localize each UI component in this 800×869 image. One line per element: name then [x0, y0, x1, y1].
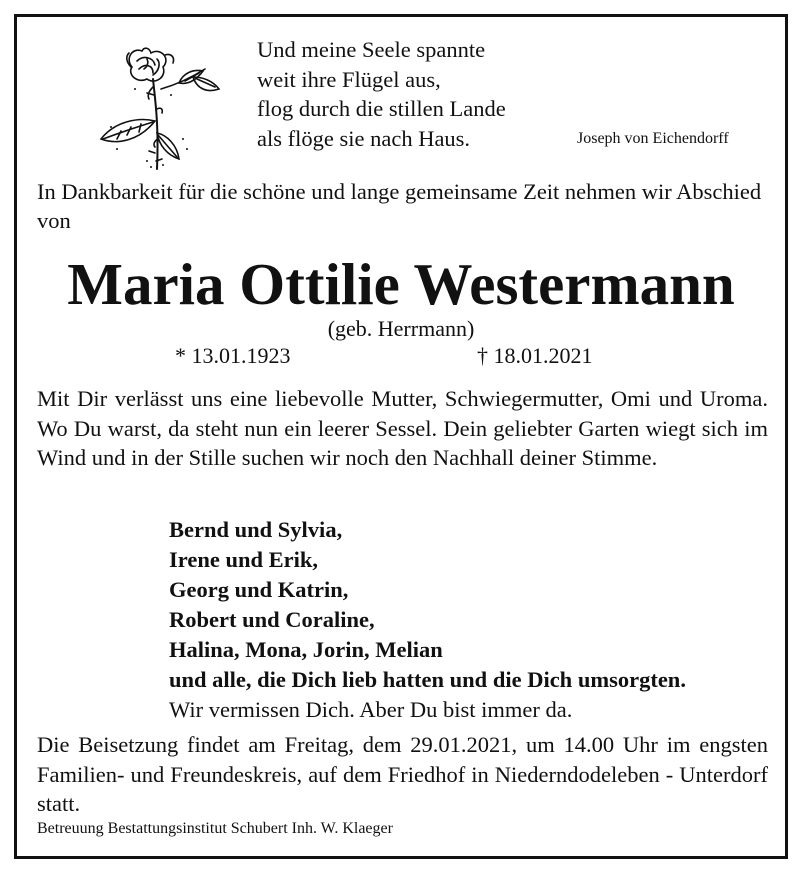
- memorial-text: Mit Dir verlässt uns eine liebevolle Mutter, Schwiegermutter, Omi und Uroma. Wo Du warst, da steht nun ein leerer Sessel. Dein geliebter Garten wiegt sich im Wind und in der Stille suchen wir noch den Nachhall deiner Stimme.: [37, 386, 768, 470]
- family-member: Halina, Mona, Jorin, Melian: [169, 637, 443, 662]
- family-member: Robert und Coraline,: [169, 607, 375, 632]
- poem-author: Joseph von Eichendorff: [577, 130, 729, 147]
- family-member: Bernd und Sylvia,: [169, 517, 343, 542]
- family-list: [169, 515, 686, 725]
- family-member: und alle, die Dich lieb hatten und die Dich umsorgten.: [169, 667, 686, 692]
- poem-line: als flöge sie nach Haus.: [257, 125, 471, 151]
- funeral-notice: Die Beisetzung findet am Freitag, dem 29.01.2021, um 14.00 Uhr im engsten Familien- und Freundeskreis, auf dem Friedhof in Niederndodeleben - Unterdorf statt.: [37, 732, 768, 816]
- birth-name: (geb. Herrmann): [327, 316, 475, 341]
- intro-text: In Dankbarkeit für die schöne und lange gemeinsame Zeit nehmen wir Abschied von: [37, 179, 762, 233]
- family-closing: Wir vermissen Dich. Aber Du bist immer da.: [169, 697, 573, 722]
- poem-line: Und meine Seele spannte: [257, 37, 486, 62]
- deceased-name: Maria Ottilie Westermann: [67, 251, 735, 317]
- poem: [257, 35, 506, 153]
- undertaker-credit: Betreuung Bestattungsinstitut Schubert Inh. W. Klaeger: [37, 820, 393, 837]
- family-member: Georg und Katrin,: [169, 577, 349, 602]
- poem-line: weit ihre Flügel aus,: [257, 66, 441, 92]
- obituary-frame: [14, 14, 788, 859]
- family-member: Irene und Erik,: [169, 547, 318, 572]
- birth-date: * 13.01.1923: [175, 343, 291, 368]
- death-date: † 18.01.2021: [477, 343, 593, 368]
- rose-illustration: [87, 29, 237, 179]
- poem-line: flog durch die stillen Lande: [257, 96, 506, 121]
